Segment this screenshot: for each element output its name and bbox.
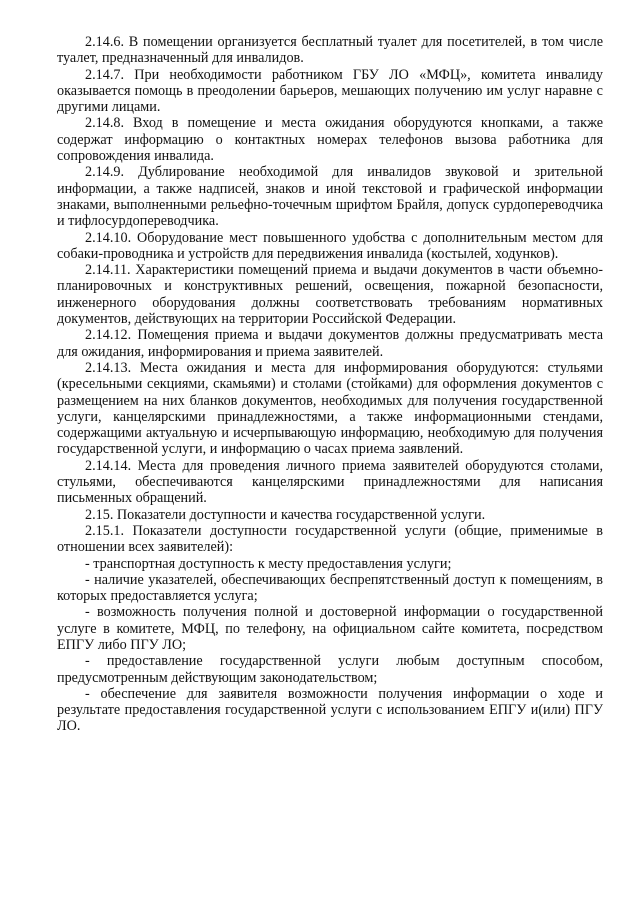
paragraph-2-15: 2.15. Показатели доступности и качества государственной услуги. (85, 506, 486, 523)
paragraph-2-14-11: 2.14.11. Характеристики помещений приема и выдачи документов в части объемно-планировочных и конструктивных решений, освещения, пожарной безопасности, инженерного оборудования должны соответствовать требованиям нормативных документов, действующих на территории Российской Федерации. (57, 262, 603, 328)
list-item-information-access: - возможность получения полной и достоверной информации о государственной услуге в комитете, МФЦ, по телефону, на официальном сайте комитета, посредством ЕПГУ либо ПГУ ЛО; (57, 604, 603, 653)
paragraph-2-14-13: 2.14.13. Места ожидания и места для информирования оборудуются: стульями (кресельными секциями, скамьями) и столами (стойками) для оформления документов с размещением на них бланков документов, необходимых для получения государственной услуги, канцелярскими принадлежностями, а также информационными стендами, содержащими актуальную и исчерпывающую информацию, необходимую для получения государственной услуги, и информацию о часах приема заявлений. (57, 359, 603, 458)
paragraph-2-14-7: 2.14.7. При необходимости работником ГБУ ЛО «МФЦ», комитета инвалиду оказывается помощь в преодолении барьеров, мешающих получению им услуг наравне с другими лицами. (57, 66, 603, 116)
paragraph-2-14-12: 2.14.12. Помещения приема и выдачи документов должны предусматривать места для ожидания, информирования и приема заявителей. (57, 327, 603, 360)
list-item-transport-access: - транспортная доступность к месту предоставления услуги; (85, 555, 452, 572)
paragraph-2-14-9: 2.14.9. Дублирование необходимой для инвалидов звуковой и зрительной информации, а также надписей, знаков и иной текстовой и графической информации знаками, выполненными рельефно-точечным шрифтом Брайля, допуск сурдопереводчика и тифлосурдопереводчика. (57, 164, 603, 230)
paragraph-2-14-8: 2.14.8. Вход в помещение и места ожидания оборудуются кнопками, а также содержат информацию о контактных номерах телефонов вызова работника для сопровождения инвалида. (57, 115, 603, 165)
list-item-signage: - наличие указателей, обеспечивающих беспрепятственный доступ к помещениям, в которых предоставляется услуга; (57, 571, 603, 605)
paragraph-2-14-6: 2.14.6. В помещении организуется бесплатный туалет для посетителей, в том числе туалет, предназначенный для инвалидов. (57, 34, 603, 67)
paragraph-2-15-1: 2.15.1. Показатели доступности государственной услуги (общие, применимые в отношении всех заявителей): (57, 522, 603, 556)
paragraph-2-14-10: 2.14.10. Оборудование мест повышенного удобства с дополнительным местом для собаки-проводника и устройств для передвижения инвалида (костылей, ходунков). (57, 229, 603, 262)
list-item-service-delivery: - предоставление государственной услуги любым доступным способом, предусмотренным действующим законодательством; (57, 653, 603, 686)
list-item-status-information: - обеспечение для заявителя возможности получения информации о ходе и результате предоставления государственной услуги с использованием ЕПГУ и(или) ПГУ ЛО. (57, 685, 603, 735)
paragraph-2-14-14: 2.14.14. Места для проведения личного приема заявителей оборудуются столами, стульями, обеспечиваются канцелярскими принадлежностями для написания письменных обращений. (57, 457, 603, 507)
document-page (57, 34, 603, 735)
